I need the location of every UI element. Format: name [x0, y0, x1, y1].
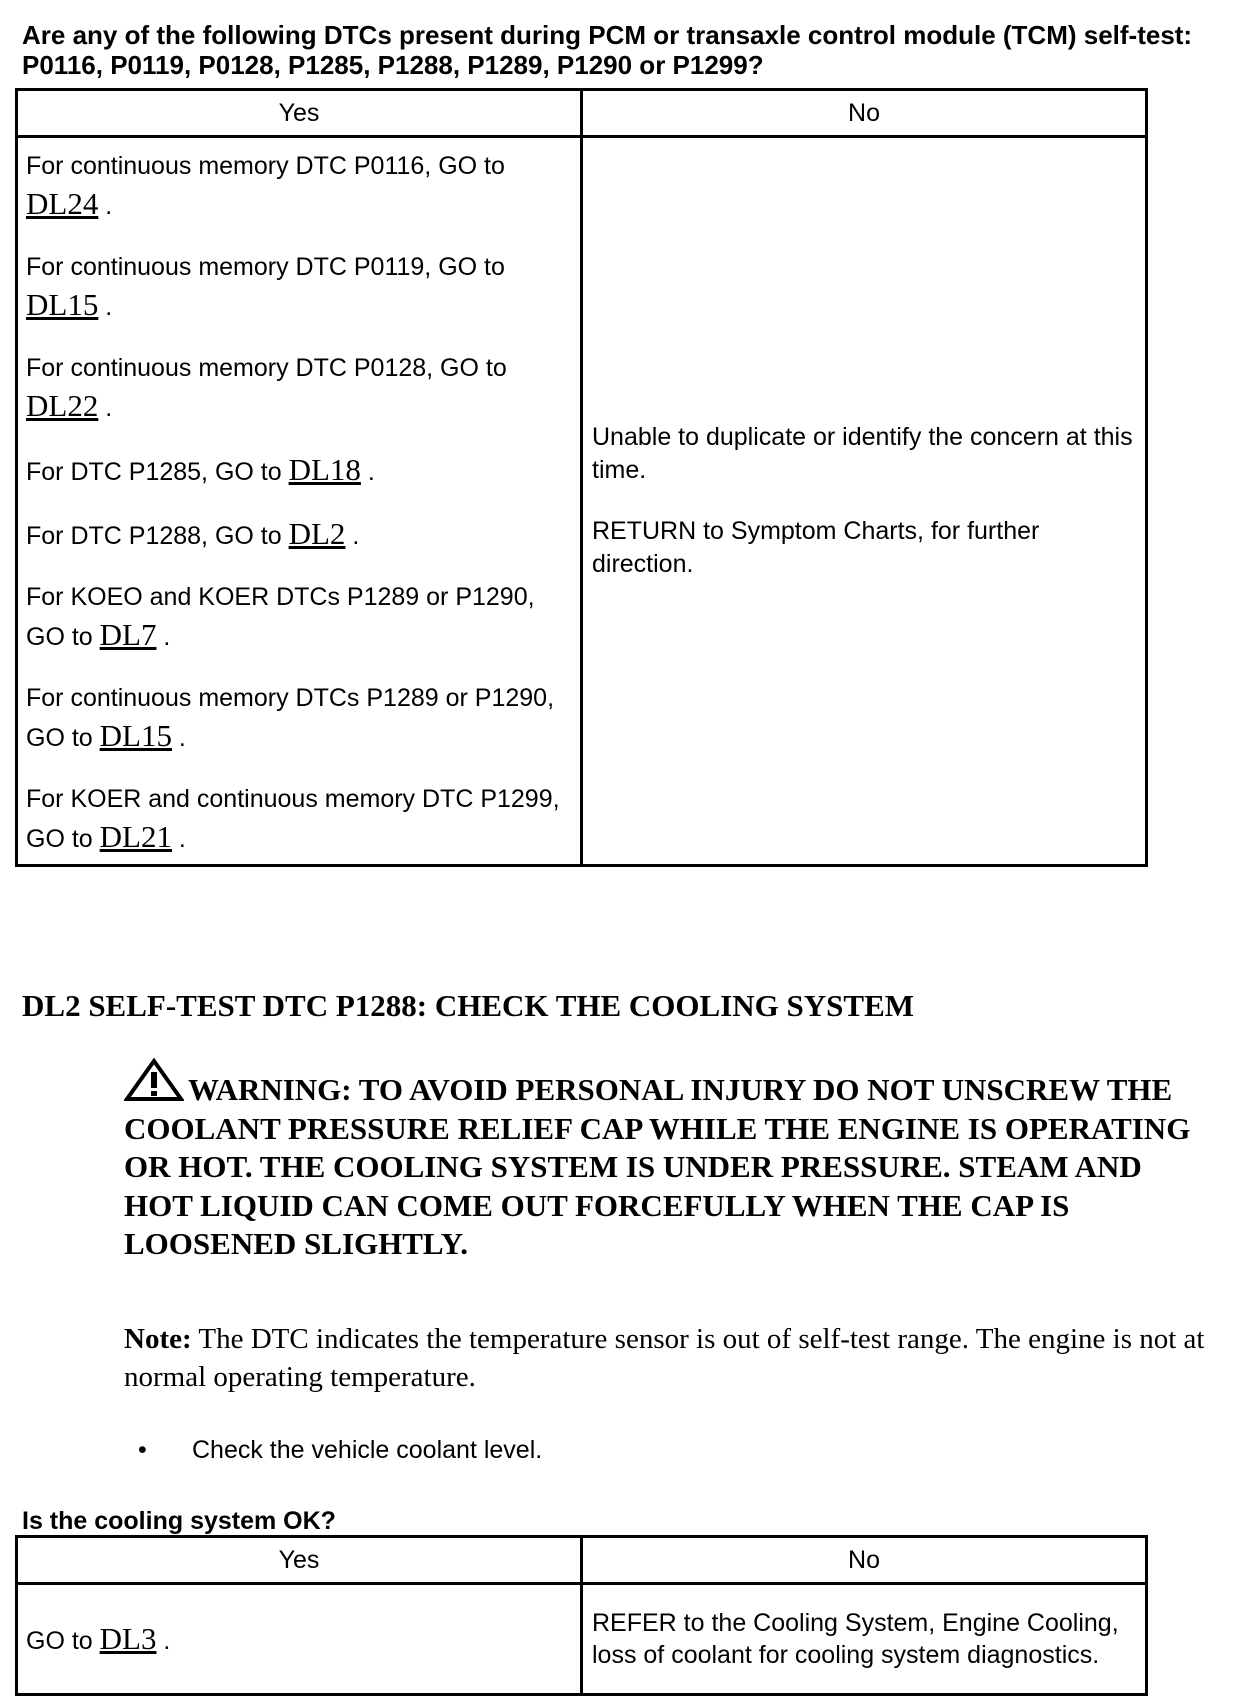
warning-icon — [124, 1058, 184, 1102]
yes-header: Yes — [17, 1537, 582, 1584]
warning-block — [124, 1058, 1214, 1264]
dtc-decision-table — [15, 88, 1148, 867]
yes-item: For continuous memory DTC P0119, GO to DL15 . — [26, 253, 505, 322]
no-header: No — [582, 90, 1147, 137]
yes-item: For DTC P1288, GO to DL2 . — [26, 516, 360, 551]
yes-header: Yes — [17, 90, 582, 137]
yes-item: For KOEO and KOER DTCs P1289 or P1290, GO to DL7 . — [26, 583, 535, 652]
question-dtc-present: Are any of the following DTCs present during PCM or transaxle control module (TCM) self-test: P0116, P0119, P0128, P1285, P1288, P1289, P1290 or P1299? — [22, 20, 1193, 80]
link-dl15[interactable]: DL15 — [26, 287, 99, 322]
yes-item: For KOER and continuous memory DTC P1299, GO to DL21 . — [26, 785, 560, 854]
link-dl3[interactable]: DL3 — [99, 1621, 157, 1656]
bullet-icon: • — [138, 1436, 147, 1464]
bullet-text: Check the vehicle coolant level. — [192, 1436, 543, 1464]
link-dl18[interactable]: DL18 — [288, 452, 361, 487]
yes-cell — [17, 137, 582, 866]
yes-item: For continuous memory DTC P0116, GO to DL24 . — [26, 152, 505, 221]
note-text: The DTC indicates the temperature sensor is out of self-test range. The engine is not at normal operating temperature. — [124, 1323, 1205, 1393]
question-cooling-ok: Is the cooling system OK? — [22, 1507, 336, 1535]
link-dl7[interactable]: DL7 — [99, 617, 157, 652]
table-row — [17, 1584, 1147, 1695]
link-dl22[interactable]: DL22 — [26, 388, 99, 423]
note-block — [124, 1320, 1214, 1396]
section-heading: DL2 SELF-TEST DTC P1288: CHECK THE COOLING SYSTEM — [22, 988, 915, 1023]
table-header-row — [17, 90, 1147, 137]
link-dl24[interactable]: DL24 — [26, 186, 99, 221]
no-cell: REFER to the Cooling System, Engine Cooling, loss of coolant for cooling system diagnostics. — [582, 1584, 1147, 1695]
warning-text: WARNING: TO AVOID PERSONAL INJURY DO NOT UNSCREW THE COOLANT PRESSURE RELIEF CAP WHILE THE ENGINE IS OPERATING OR HOT. THE COOLING SYSTEM IS UNDER PRESSURE. STEAM AND HOT LIQUID CAN COME OUT FORCEFULLY WHEN THE CAP IS LOOSENED SLIGHTLY. — [124, 1072, 1191, 1261]
no-text-unable: Unable to duplicate or identify the concern at this time. — [592, 423, 1133, 484]
link-dl2[interactable]: DL2 — [288, 516, 346, 551]
link-dl15[interactable]: DL15 — [99, 718, 172, 753]
note-label: Note: — [124, 1323, 192, 1355]
bullet-item — [138, 1435, 542, 1465]
yes-cell: GO to DL3 . — [17, 1584, 582, 1695]
yes-item: For continuous memory DTCs P1289 or P1290, GO to DL15 . — [26, 684, 555, 753]
cooling-decision-table — [15, 1535, 1148, 1696]
yes-item: For DTC P1285, GO to DL18 . — [26, 452, 375, 487]
no-header: No — [582, 1537, 1147, 1584]
no-cell — [582, 137, 1147, 866]
yes-item: For continuous memory DTC P0128, GO to DL22 . — [26, 354, 507, 423]
link-dl21[interactable]: DL21 — [99, 819, 172, 854]
table-header-row — [17, 1537, 1147, 1584]
table-row — [17, 137, 1147, 866]
no-text-return: RETURN to Symptom Charts, for further direction. — [592, 517, 1040, 578]
